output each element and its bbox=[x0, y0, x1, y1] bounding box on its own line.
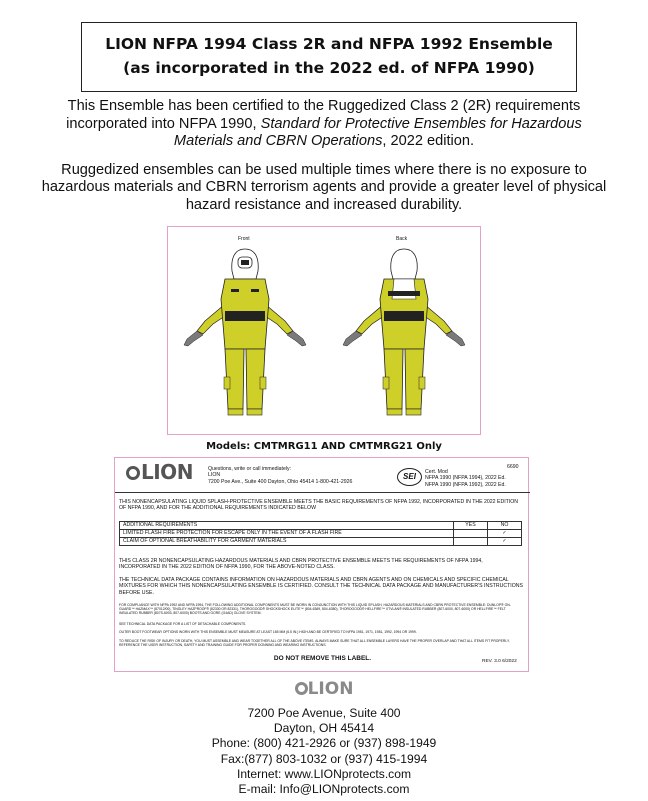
email-link[interactable]: E-mail: Info@LIONprotects.com bbox=[238, 782, 410, 797]
label-statement: THIS NONENCAPSULATING LIQUID SPLASH-PROTECTIVE ENSEMBLE MEETS THE BASIC REQUIREMENTS OF NFPA 1992, INCORPORATED IN THE 2022 EDITION OF NFPA 1990, AND FOR THE ADDITIONAL REQUIREMENTS INDICATED BELOW bbox=[119, 499, 519, 512]
label-contact: Questions, write or call immediately: LION 7200 Poe Ave., Suite 400 Dayton, Ohio 45414 1-800-421-2926 bbox=[208, 466, 353, 485]
ensemble-figure bbox=[167, 226, 481, 435]
label-fine-print-2: SEE TECHNICAL DATA PACKAGE FOR A LIST OF DETACHABLE COMPONENTS. bbox=[119, 622, 247, 626]
ensemble-illustration bbox=[168, 227, 482, 436]
label-fine-print-1: FOR COMPLIANCE WITH NFPA 1992 AND NFPA 1994, THE FOLLOWING ADDITIONAL COMPONENTS MUST BE WORN IN CONJUNCTION WITH THIS LIQUID SPLASH, HAZARDOUS MATERIALS AND CBRN PROTECTIVE ENSEMBLE: DUNLOP® ON-GUARD™ HAZMAX™ (87012/00), TINGLEY HAZPROOF® (82330 OR 82331), THOROGOOD® SHOCKSHOCK ELITE™ (804-6369, 804-6380), THOROGOOD® HELLFIRE™ XTVLAN® INSULATED RUBBER (807-6000, 807-6000) OR HELLFIRE™ FELT INSULATED RUBBER (807S-6003, 807-6000) BOOTS AND GORE (G4AD) GLOVE SYSTEM. bbox=[119, 603, 511, 616]
revision: REV. 3.0 6/2022 bbox=[482, 659, 517, 664]
label-certifications: Cert. Mod NFPA 1990 (NFPA 1994), 2022 Ed. NFPA 1990 (NFPA 1992), 2022 Ed. bbox=[425, 469, 506, 488]
intro-paragraph-2: Ruggedized ensembles can be used multiple times where there is no exposure to hazardous materials and CBRN terrorism agents and provide a greater level of physical hazard resistance and increased durability. bbox=[41, 161, 607, 213]
label-paragraph-2: THE TECHNICAL DATA PACKAGE CONTAINS INFORMATION ON HAZARDOUS MATERIALS AND CBRN AGENTS AND ON CHEMICALS AND SPECIFIC CHEMICAL MIXTURES FOR WHICH THIS NONENCAPSULATING ENSEMBLE IS CERTIFIED. CONSULT THE TECHNICAL DATA PACKAGE AND MANUFACTURER'S INSTRUCTIONS BEFORE USE. bbox=[119, 577, 523, 596]
title-box bbox=[81, 22, 577, 92]
title-line-2: (as incorporated in the 2022 ed. of NFPA 1990) bbox=[123, 59, 535, 77]
intro-text bbox=[40, 98, 608, 214]
label-paragraph-1: THIS CLASS 2R NONENCAPSULATING HAZARDOUS MATERIALS AND CBRN PROTECTIVE ENSEMBLE MEETS THE REQUIREMENTS OF NFPA 1994, INCORPORATED IN THE 2022 EDITION OF NFPA 1990, FOR THE ABOVE-NOTED CLASS. bbox=[119, 558, 483, 571]
label-fine-print-3: OUTER BOOT FOOTWEAR OPTIONS WORN WITH THIS ENSEMBLE MUST MEASURE AT LEAST 165 MM (6.5 IN.) HIGH AND BE CERTIFIED TO NFPA 1951, 1971, 1981, 1992, 1994 OR 1999. bbox=[119, 630, 417, 634]
address-line: Dayton, OH 45414 bbox=[273, 721, 375, 736]
table-header-row: ADDITIONAL REQUIREMENTS YES NO bbox=[120, 522, 522, 530]
address-block bbox=[0, 706, 648, 797]
front-label: Front bbox=[238, 236, 250, 242]
label-number: 6690 bbox=[507, 464, 519, 470]
models-caption: Models: CMTMRG11 AND CMTMRG21 Only bbox=[206, 441, 442, 452]
intro-paragraph-1: This Ensemble has been certified to the Ruggedized Class 2 (2R) requirements incorporated into NFPA 1990, Standard for Protective Ensembles for Hazardous Materials and CBRN Operations, 2022 edition. bbox=[66, 98, 582, 149]
sei-cert-icon: SEI bbox=[397, 468, 422, 486]
table-row: LIMITED FLASH FIRE PROTECTION FOR ESCAPE ONLY IN THE EVENT OF A FLASH FIRE ✓ bbox=[120, 530, 522, 538]
table-row: CLAIM OF OPTIONAL BREATHABILITY FOR GARMENT MATERIALS ✓ bbox=[120, 538, 522, 546]
lion-logo-icon: LION bbox=[0, 679, 648, 699]
fax-line: Fax:(877) 803-1032 or (937) 415-1994 bbox=[220, 751, 428, 766]
website-link[interactable]: Internet: www.LIONprotects.com bbox=[236, 766, 412, 781]
back-label: Back bbox=[396, 236, 408, 242]
lion-logo-icon: LION bbox=[126, 466, 193, 480]
phone-line: Phone: (800) 421-2926 or (937) 898-1949 bbox=[211, 736, 437, 751]
title-line-1: LION NFPA 1994 Class 2R and NFPA 1992 Ensemble bbox=[105, 35, 553, 53]
do-not-remove-notice: DO NOT REMOVE THIS LABEL. bbox=[273, 655, 372, 662]
address-line: 7200 Poe Avenue, Suite 400 bbox=[247, 706, 401, 720]
requirements-table bbox=[119, 521, 522, 546]
certification-label bbox=[114, 457, 529, 672]
label-fine-print-4: TO REDUCE THE RISK OF INJURY OR DEATH, YOU MUST ASSEMBLE AND WEAR TOGETHER ALL OF THE ABOVE ITEMS. ALWAYS MAKE SURE THAT ALL ENSEMBLE LAYERS HAVE THE PROPER OVERLAP AND THAT ALL ITEMS FIT PROPERLY. REFERENCE THE USER INSTRUCTION, SAFETY AND TRAINING GUIDE FOR PROPER DONNING AND WEARING INSTRUCTIONS. bbox=[119, 639, 510, 648]
